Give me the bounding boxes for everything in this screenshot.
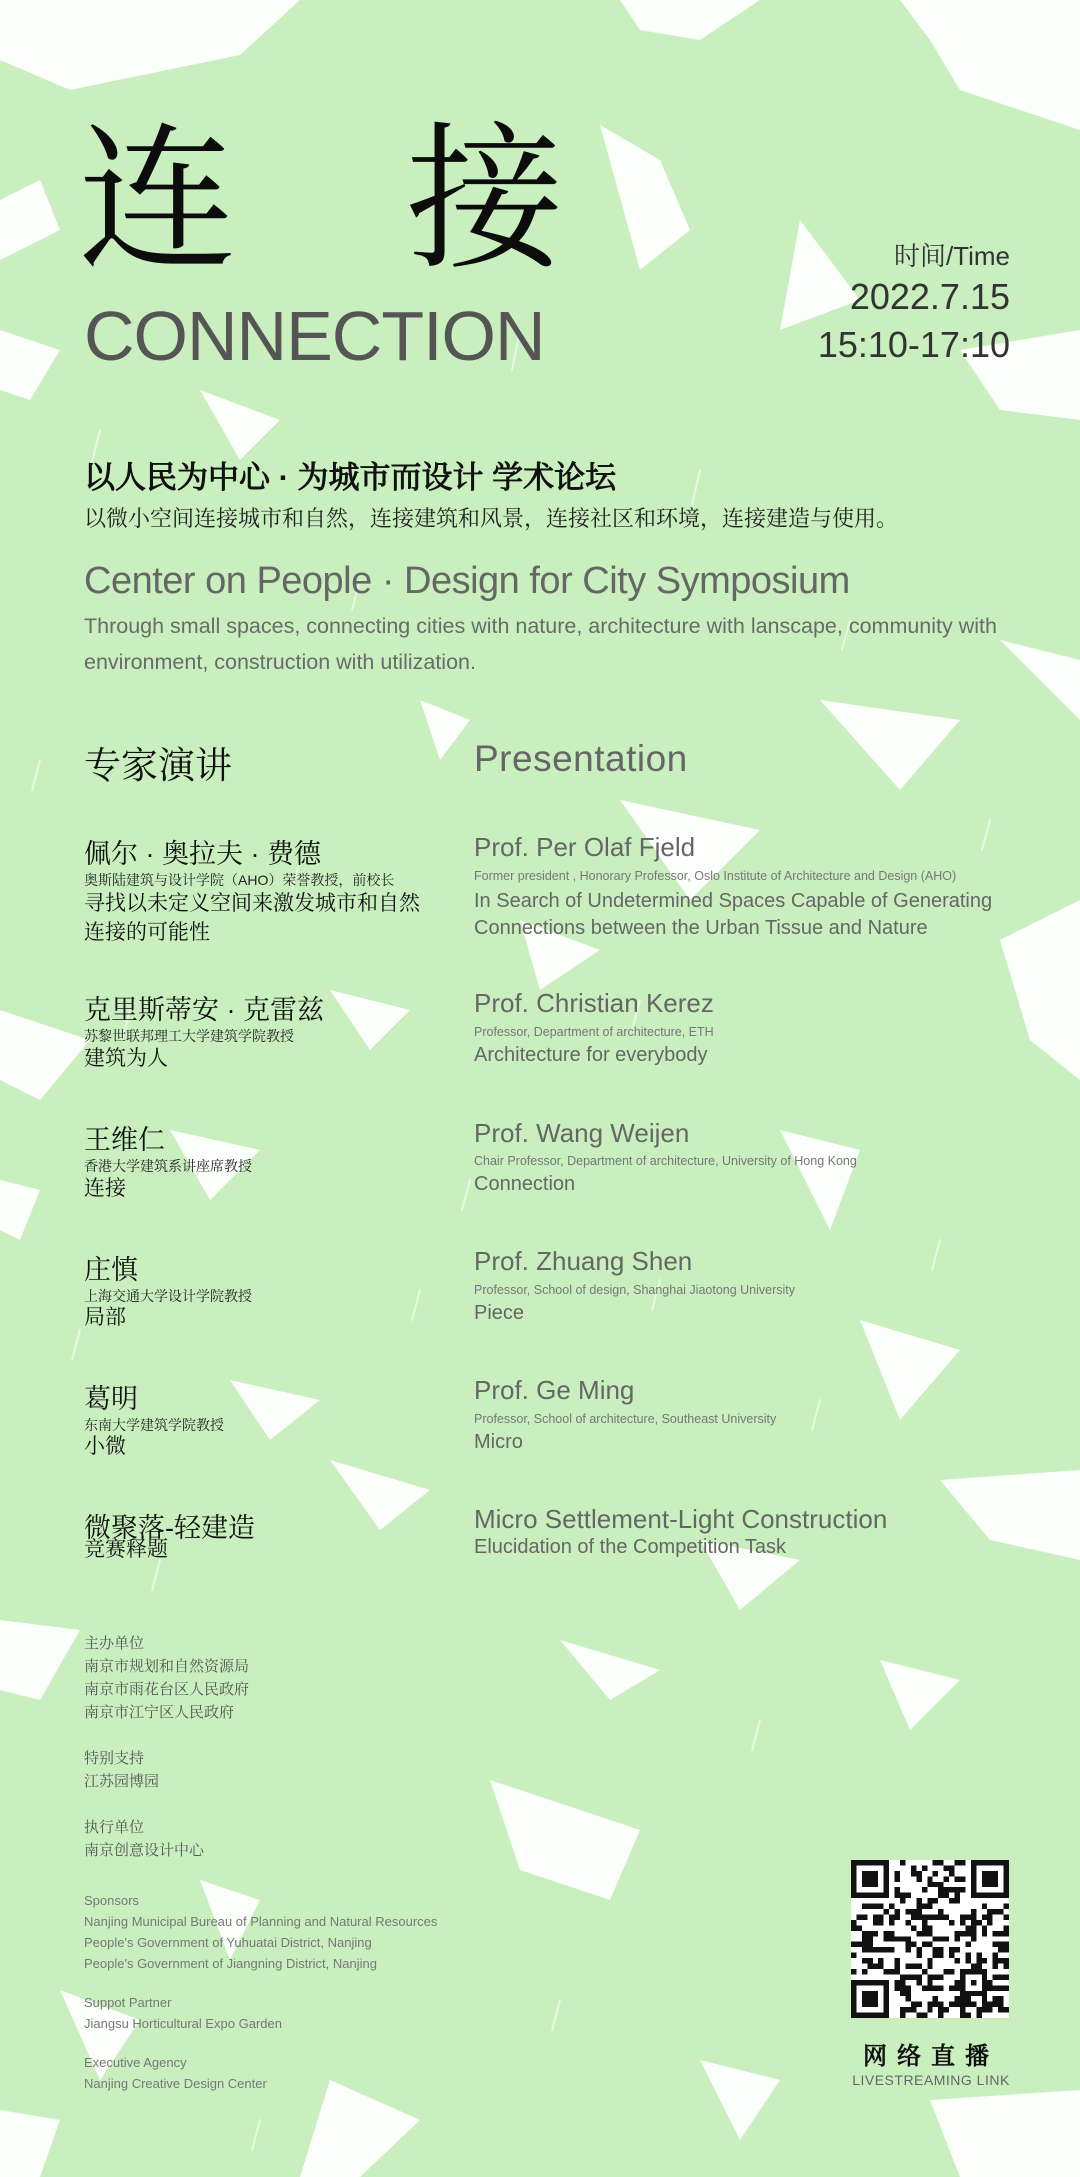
speaker-3-name-en: Prof. Wang Weijen bbox=[474, 1118, 690, 1148]
livestream-label-en[interactable]: LIVESTREAMING LINK bbox=[852, 2072, 1010, 2088]
speaker-3-name-cn: 王维仁 bbox=[84, 1125, 165, 1155]
speaker-2-affiliation-en: Professor, Department of architecture, ETH bbox=[474, 1025, 714, 1039]
sponsor-en: Nanjing Municipal Bureau of Planning and Natural Resources bbox=[84, 1914, 438, 1929]
item-6-title-cn: 微聚落-轻建造 bbox=[84, 1513, 255, 1543]
speaker-1-talk-en: In Search of Undetermined Spaces Capable of Generating Connections between the Urban Tissue and Nature bbox=[474, 890, 993, 939]
sponsor-cn: 南京市规划和自然资源局 bbox=[84, 1658, 250, 1675]
speaker-4-talk-cn: 局部 bbox=[84, 1306, 126, 1329]
symposium-desc-cn: 以微小空间连接城市和自然，连接建筑和风景，连接社区和环境，连接建造与使用。 bbox=[84, 506, 899, 531]
speaker-4-name-cn: 庄慎 bbox=[84, 1255, 138, 1285]
speaker-5-talk-en: Micro bbox=[474, 1431, 523, 1453]
speaker-4-name-en: Prof. Zhuang Shen bbox=[474, 1246, 693, 1276]
speaker-1-talk-cn: 寻找以未定义空间来激发城市和自然连接的可能性 bbox=[84, 892, 420, 944]
exec-en-label: Executive Agency bbox=[84, 2055, 187, 2070]
speaker-2-name-en: Prof. Christian Kerez bbox=[474, 988, 714, 1018]
speaker-2-talk-en: Architecture for everybody bbox=[474, 1044, 708, 1066]
speaker-1-affiliation-en: Former president , Honorary Professor, Oslo Institute of Architecture and Design (AHO) bbox=[474, 869, 957, 883]
speaker-3-affiliation-cn: 香港大学建筑系讲座席教授 bbox=[84, 1158, 252, 1174]
support-cn: 江苏园博园 bbox=[84, 1773, 160, 1790]
item-6-subtitle-en: Elucidation of the Competition Task bbox=[474, 1536, 787, 1558]
exec-en: Nanjing Creative Design Center bbox=[84, 2076, 267, 2091]
speaker-5-affiliation-cn: 东南大学建筑学院教授 bbox=[84, 1417, 224, 1433]
section-title-en: Presentation bbox=[474, 738, 688, 779]
organizers-cn bbox=[84, 1632, 249, 1862]
speaker-2-name-cn: 克里斯蒂安 · 克雷兹 bbox=[84, 995, 324, 1025]
sponsor-en: People's Government of Yuhuatai District, Nanjing bbox=[84, 1935, 372, 1950]
speaker-1-name-cn: 佩尔 · 奥拉夫 · 费德 bbox=[84, 839, 321, 869]
exec-cn: 南京创意设计中心 bbox=[84, 1842, 205, 1859]
sponsors-en-label: Sponsors bbox=[84, 1893, 139, 1908]
symposium-title-en: Center on People · Design for City Symposium bbox=[84, 560, 850, 602]
speaker-5-talk-cn: 小微 bbox=[84, 1435, 126, 1458]
support-en: Jiangsu Horticultural Expo Garden bbox=[84, 2016, 282, 2031]
speaker-1-affiliation-cn: 奥斯陆建筑与设计学院（AHO）荣誉教授，前校长 bbox=[84, 872, 395, 888]
item-6-subtitle-cn: 竞赛释题 bbox=[84, 1538, 168, 1561]
sponsors-cn-label: 主办单位 bbox=[84, 1635, 145, 1652]
title-char-2: 接 bbox=[406, 112, 564, 288]
speaker-2-affiliation-cn: 苏黎世联邦理工大学建筑学院教授 bbox=[84, 1028, 294, 1044]
speaker-1-name-en: Prof. Per Olaf Fjeld bbox=[474, 832, 696, 862]
support-en-label: Suppot Partner bbox=[84, 1995, 172, 2010]
speaker-4-affiliation-cn: 上海交通大学设计学院教授 bbox=[84, 1288, 252, 1304]
title-char-1: 连 bbox=[78, 112, 236, 288]
symposium-desc-en: Through small spaces, connecting cities with nature, architecture with lanscape, community with environment, construction with utilization. bbox=[84, 614, 997, 674]
time-label: 时间/Time bbox=[893, 241, 1010, 271]
organizers-en bbox=[84, 1890, 437, 2094]
speaker-4-talk-en: Piece bbox=[474, 1302, 525, 1324]
symposium-title-cn: 以人民为中心 · 为城市而设计 学术论坛 bbox=[84, 460, 617, 495]
speaker-4-affiliation-en: Professor, School of design, Shanghai Jiaotong University bbox=[474, 1283, 796, 1297]
qr-code-icon[interactable] bbox=[851, 1860, 1009, 2018]
speaker-5-affiliation-en: Professor, School of architecture, Southeast University bbox=[474, 1412, 777, 1426]
item-6-title-en: Micro Settlement-Light Construction bbox=[474, 1504, 888, 1534]
speaker-3-talk-en: Connection bbox=[474, 1173, 576, 1195]
livestream-label-cn: 网络直播 bbox=[863, 2043, 999, 2070]
title-chinese bbox=[78, 112, 564, 288]
sponsor-cn: 南京市雨花台区人民政府 bbox=[84, 1681, 250, 1698]
speaker-3-talk-cn: 连接 bbox=[84, 1177, 126, 1200]
title-english: CONNECTION bbox=[84, 297, 545, 375]
speaker-5-name-en: Prof. Ge Ming bbox=[474, 1375, 635, 1405]
speaker-5-name-cn: 葛明 bbox=[84, 1384, 138, 1414]
section-title-cn: 专家演讲 bbox=[84, 745, 232, 786]
event-time-range: 15:10-17:10 bbox=[817, 324, 1010, 365]
sponsor-en: People's Government of Jiangning District, Nanjing bbox=[84, 1956, 377, 1971]
exec-cn-label: 执行单位 bbox=[84, 1819, 145, 1836]
sponsor-cn: 南京市江宁区人民政府 bbox=[84, 1704, 235, 1721]
event-date: 2022.7.15 bbox=[849, 276, 1010, 317]
speaker-2-talk-cn: 建筑为人 bbox=[84, 1047, 168, 1070]
support-cn-label: 特别支持 bbox=[84, 1750, 145, 1767]
speaker-3-affiliation-en: Chair Professor, Department of architecture, University of Hong Kong bbox=[474, 1154, 857, 1168]
